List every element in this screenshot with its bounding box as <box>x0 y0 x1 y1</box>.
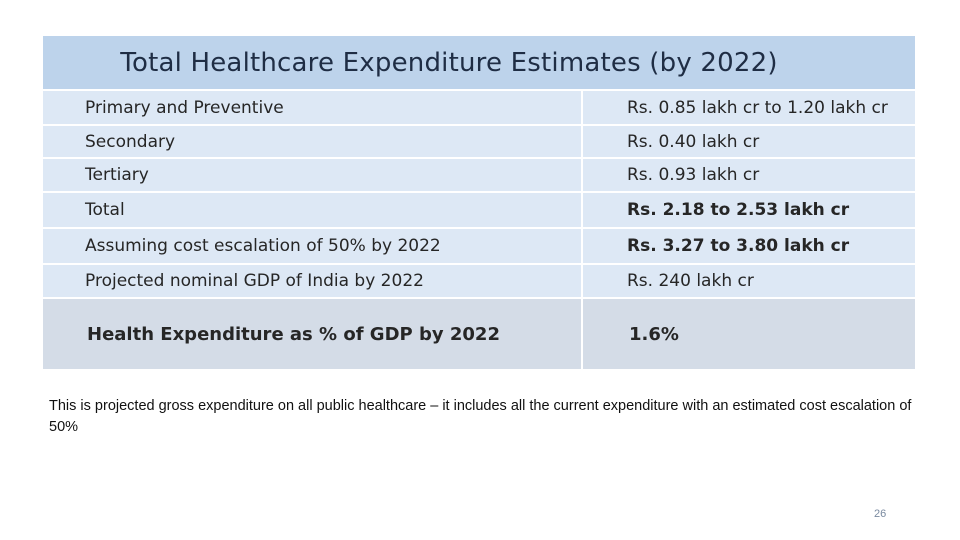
row-value: Rs. 3.27 to 3.80 lakh cr <box>627 236 850 256</box>
table-row-gdp <box>43 263 915 297</box>
table-row-primary <box>43 89 915 124</box>
footnote: This is projected gross expenditure on all public healthcare – it includes all the current expenditure with an estimated cost escalation of 50% <box>49 398 912 435</box>
table-title: Total Healthcare Expenditure Estimates (by 2022) <box>120 47 778 78</box>
row-value: Rs. 240 lakh cr <box>627 271 754 291</box>
table-row-escalation <box>43 227 915 263</box>
row-label: Total <box>43 193 583 227</box>
row-label: Assuming cost escalation of 50% by 2022 <box>43 229 583 263</box>
table-row-total <box>43 191 915 227</box>
row-label: Tertiary <box>43 159 583 191</box>
table-row-secondary <box>43 124 915 157</box>
expenditure-table <box>43 36 915 369</box>
row-value: Rs. 0.85 lakh cr to 1.20 lakh cr <box>627 97 888 118</box>
table-row-tertiary <box>43 157 915 191</box>
row-value: Rs. 0.93 lakh cr <box>627 165 760 185</box>
table-row-health-pct <box>43 297 915 369</box>
row-label: Secondary <box>43 126 583 157</box>
row-value: 1.6% <box>629 323 679 345</box>
row-label: Health Expenditure as % of GDP by 2022 <box>43 299 583 369</box>
row-label: Primary and Preventive <box>43 91 583 124</box>
row-value: Rs. 2.18 to 2.53 lakh cr <box>627 200 850 220</box>
table-header <box>43 36 915 89</box>
row-value: Rs. 0.40 lakh cr <box>627 131 760 152</box>
row-label: Projected nominal GDP of India by 2022 <box>43 265 583 297</box>
page-number: 26 <box>874 508 887 520</box>
